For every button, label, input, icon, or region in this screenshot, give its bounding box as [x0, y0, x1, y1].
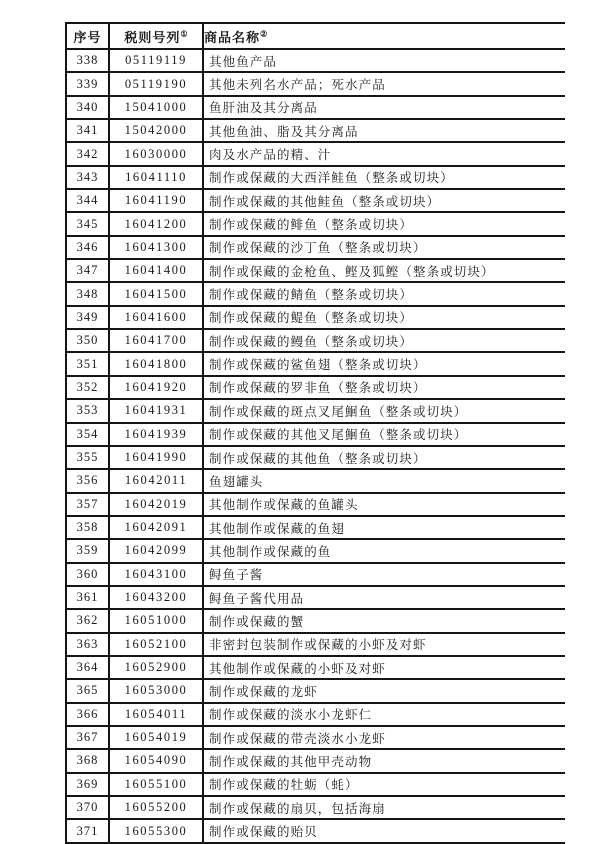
- row-serial-number: 367: [66, 726, 109, 749]
- row-tariff-code: 16054019: [109, 726, 203, 749]
- table-row: [66, 352, 565, 375]
- row-serial-number: 369: [66, 773, 109, 796]
- table-row: [66, 399, 565, 422]
- row-serial-number: 360: [66, 563, 109, 586]
- row-tariff-code: 16030000: [109, 142, 203, 165]
- row-tariff-code: 16041300: [109, 236, 203, 259]
- row-tariff-code: 16043200: [109, 586, 203, 609]
- row-tariff-code: 16042019: [109, 493, 203, 516]
- row-tariff-code: 16042091: [109, 516, 203, 539]
- row-tariff-code: 16041200: [109, 212, 203, 235]
- row-tariff-code: 16055100: [109, 773, 203, 796]
- row-serial-number: 342: [66, 142, 109, 165]
- table-row: [66, 493, 565, 516]
- row-tariff-code: 15042000: [109, 119, 203, 142]
- row-product-name: 制作或保藏的其他鲑鱼（整条或切块）: [203, 189, 565, 212]
- header-product-name: [203, 23, 565, 49]
- header-serial-number-label: 序号: [73, 29, 102, 45]
- row-product-name: 制作或保藏的鲭鱼（整条或切块）: [203, 282, 565, 305]
- row-tariff-code: 16041190: [109, 189, 203, 212]
- row-serial-number: 351: [66, 352, 109, 375]
- row-product-name: 鲟鱼子酱代用品: [203, 586, 565, 609]
- table-row: [66, 142, 565, 165]
- row-serial-number: 354: [66, 423, 109, 446]
- table-row: [66, 796, 565, 819]
- row-product-name: 制作或保藏的淡水小龙虾仁: [203, 703, 565, 726]
- row-product-name: 其他制作或保藏的小虾及对虾: [203, 656, 565, 679]
- row-tariff-code: 16055300: [109, 819, 203, 842]
- row-tariff-code: 16052900: [109, 656, 203, 679]
- row-tariff-code: 16041931: [109, 399, 203, 422]
- row-product-name: 鱼肝油及其分离品: [203, 96, 565, 119]
- row-serial-number: 361: [66, 586, 109, 609]
- row-product-name: 其他制作或保藏的鱼翅: [203, 516, 565, 539]
- row-product-name: 制作或保藏的大西洋鲑鱼（整条或切块）: [203, 166, 565, 189]
- table-row: [66, 72, 565, 95]
- table-row: [66, 516, 565, 539]
- row-tariff-code: 16041800: [109, 352, 203, 375]
- table-row: [66, 749, 565, 772]
- table-row: [66, 96, 565, 119]
- row-product-name: 制作或保藏的其他叉尾鮰鱼（整条或切块）: [203, 423, 565, 446]
- row-serial-number: 365: [66, 679, 109, 702]
- row-product-name: 制作或保藏的罗非鱼（整条或切块）: [203, 376, 565, 399]
- row-product-name: 制作或保藏的鳀鱼（整条或切块）: [203, 306, 565, 329]
- table-row: [66, 49, 565, 72]
- row-serial-number: 348: [66, 282, 109, 305]
- row-tariff-code: 16041600: [109, 306, 203, 329]
- row-product-name: 其他鱼油、脂及其分离品: [203, 119, 565, 142]
- row-product-name: 其他制作或保藏的鱼: [203, 539, 565, 562]
- row-tariff-code: 16041110: [109, 166, 203, 189]
- table-row: [66, 773, 565, 796]
- row-tariff-code: 16041400: [109, 259, 203, 282]
- row-product-name: 制作或保藏的牡蛎（蚝）: [203, 773, 565, 796]
- header-tariff-code-label: 税则号列: [124, 29, 181, 45]
- row-tariff-code: 16054011: [109, 703, 203, 726]
- row-tariff-code: 16043100: [109, 563, 203, 586]
- row-tariff-code: 16052100: [109, 633, 203, 656]
- table-row: [66, 329, 565, 352]
- row-tariff-code: 16042099: [109, 539, 203, 562]
- row-serial-number: 368: [66, 749, 109, 772]
- table-row: [66, 679, 565, 702]
- table-row: [66, 189, 565, 212]
- row-tariff-code: 16041500: [109, 282, 203, 305]
- row-serial-number: 341: [66, 119, 109, 142]
- row-serial-number: 353: [66, 399, 109, 422]
- table-row: [66, 633, 565, 656]
- row-product-name: 制作或保藏的鲱鱼（整条或切块）: [203, 212, 565, 235]
- table-row: [66, 446, 565, 469]
- row-tariff-code: 16041990: [109, 446, 203, 469]
- row-tariff-code: 16041920: [109, 376, 203, 399]
- row-serial-number: 364: [66, 656, 109, 679]
- row-serial-number: 363: [66, 633, 109, 656]
- row-serial-number: 359: [66, 539, 109, 562]
- row-serial-number: 345: [66, 212, 109, 235]
- row-product-name: 制作或保藏的沙丁鱼（整条或切块）: [203, 236, 565, 259]
- row-serial-number: 349: [66, 306, 109, 329]
- row-product-name: 非密封包装制作或保藏的小虾及对虾: [203, 633, 565, 656]
- row-tariff-code: 15041000: [109, 96, 203, 119]
- footnote-marker-2: ②: [260, 29, 268, 39]
- row-product-name: 其他未列名水产品；死水产品: [203, 72, 565, 95]
- row-serial-number: 344: [66, 189, 109, 212]
- row-tariff-code: 16051000: [109, 609, 203, 632]
- table-row: [66, 166, 565, 189]
- row-tariff-code: 16042011: [109, 469, 203, 492]
- row-serial-number: 358: [66, 516, 109, 539]
- row-serial-number: 357: [66, 493, 109, 516]
- table-header-row: [66, 23, 565, 49]
- row-serial-number: 339: [66, 72, 109, 95]
- row-product-name: 制作或保藏的蟹: [203, 609, 565, 632]
- table-body: [66, 49, 565, 843]
- row-product-name: 其他制作或保藏的鱼罐头: [203, 493, 565, 516]
- table-row: [66, 656, 565, 679]
- row-product-name: 制作或保藏的金枪鱼、鲣及狐鲣（整条或切块）: [203, 259, 565, 282]
- table-row: [66, 259, 565, 282]
- row-product-name: 制作或保藏的贻贝: [203, 819, 565, 842]
- table-row: [66, 609, 565, 632]
- header-tariff-code: [109, 23, 203, 49]
- table-row: [66, 236, 565, 259]
- row-tariff-code: 05119119: [109, 49, 203, 72]
- row-serial-number: 362: [66, 609, 109, 632]
- row-serial-number: 355: [66, 446, 109, 469]
- row-product-name: 制作或保藏的扇贝，包括海扇: [203, 796, 565, 819]
- row-product-name: 鱼翅罐头: [203, 469, 565, 492]
- row-product-name: 制作或保藏的鳗鱼（整条或切块）: [203, 329, 565, 352]
- row-product-name: 其他鱼产品: [203, 49, 565, 72]
- table-row: [66, 586, 565, 609]
- table-row: [66, 726, 565, 749]
- row-product-name: 制作或保藏的龙虾: [203, 679, 565, 702]
- row-tariff-code: 16041700: [109, 329, 203, 352]
- row-serial-number: 340: [66, 96, 109, 119]
- row-serial-number: 352: [66, 376, 109, 399]
- table-row: [66, 306, 565, 329]
- row-tariff-code: 16055200: [109, 796, 203, 819]
- row-product-name: 鲟鱼子酱: [203, 563, 565, 586]
- row-serial-number: 371: [66, 819, 109, 842]
- table-row: [66, 703, 565, 726]
- row-product-name: 制作或保藏的带壳淡水小龙虾: [203, 726, 565, 749]
- tariff-table: [65, 22, 565, 844]
- table-row: [66, 539, 565, 562]
- table-row: [66, 423, 565, 446]
- row-product-name: 制作或保藏的其他鱼（整条或切块）: [203, 446, 565, 469]
- row-serial-number: 370: [66, 796, 109, 819]
- row-serial-number: 338: [66, 49, 109, 72]
- table-row: [66, 376, 565, 399]
- table-row: [66, 119, 565, 142]
- row-tariff-code: 16041939: [109, 423, 203, 446]
- row-product-name: 制作或保藏的其他甲壳动物: [203, 749, 565, 772]
- row-tariff-code: 05119190: [109, 72, 203, 95]
- header-serial-number: [66, 23, 109, 49]
- row-tariff-code: 16053000: [109, 679, 203, 702]
- row-serial-number: 343: [66, 166, 109, 189]
- row-product-name: 制作或保藏的鲨鱼翅（整条或切块）: [203, 352, 565, 375]
- row-tariff-code: 16054090: [109, 749, 203, 772]
- row-serial-number: 356: [66, 469, 109, 492]
- table-row: [66, 282, 565, 305]
- table-row: [66, 469, 565, 492]
- header-product-name-label: 商品名称: [204, 29, 261, 45]
- table-row: [66, 212, 565, 235]
- table-row: [66, 563, 565, 586]
- row-product-name: 肉及水产品的精、汁: [203, 142, 565, 165]
- row-serial-number: 366: [66, 703, 109, 726]
- row-serial-number: 346: [66, 236, 109, 259]
- table-row: [66, 819, 565, 842]
- row-serial-number: 347: [66, 259, 109, 282]
- row-product-name: 制作或保藏的斑点叉尾鮰鱼（整条或切块）: [203, 399, 565, 422]
- footnote-marker-1: ①: [180, 29, 188, 39]
- row-serial-number: 350: [66, 329, 109, 352]
